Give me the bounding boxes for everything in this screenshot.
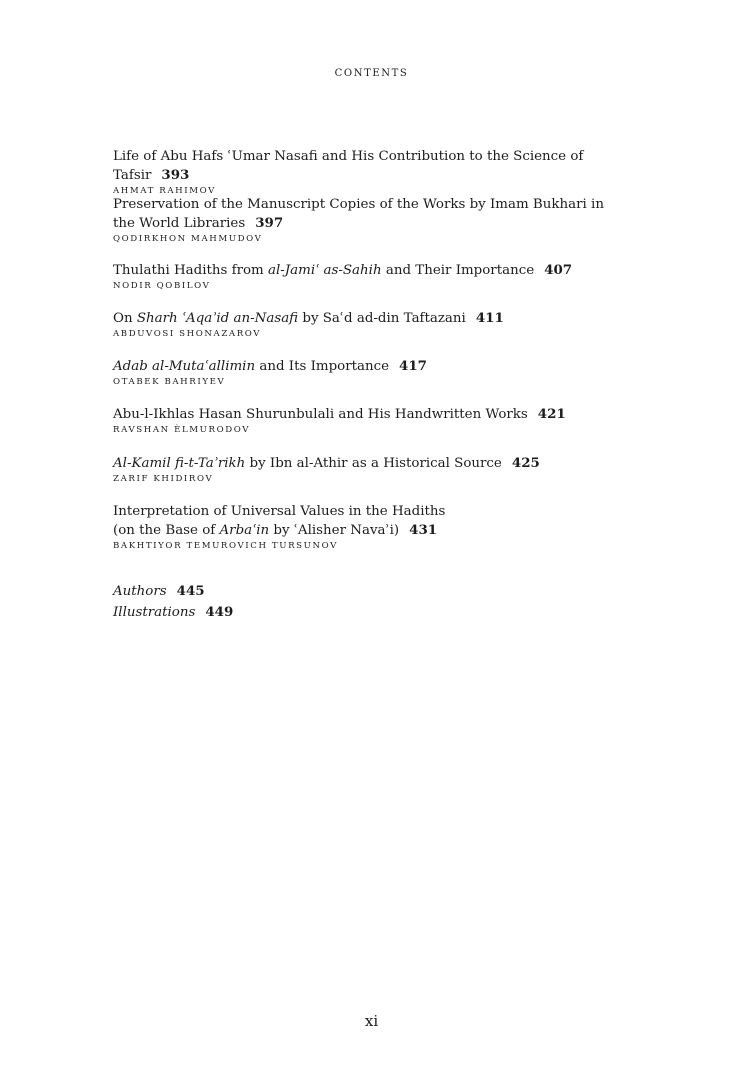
entry-page-number: 431 xyxy=(409,522,438,538)
entry-title-italic: Arbaʿin xyxy=(219,523,270,538)
entry-title-text: On xyxy=(113,311,137,326)
entry-author: OTABEK BAHRIYEV xyxy=(113,377,226,387)
entry-title xyxy=(113,147,633,185)
entry-author: RAVSHAN ÈLMURODOV xyxy=(113,425,251,435)
toc-entry xyxy=(113,454,633,486)
toc-entry xyxy=(113,502,633,553)
entry-title xyxy=(113,405,633,424)
entry-title xyxy=(113,309,633,328)
page-number: xi xyxy=(364,1012,379,1030)
toc-entry xyxy=(113,357,633,389)
toc-entry xyxy=(113,405,633,437)
entry-title-text: by Saʿd ad-din Taftazani xyxy=(298,311,466,326)
entry-title xyxy=(113,454,633,473)
entry-author: ZARIF KHIDIROV xyxy=(113,474,214,484)
entry-title-italic: Sharh ʿAqaʾid an-Nasafi xyxy=(136,311,299,326)
entry-author: BAKHTIYOR TEMUROVICH TURSUNOV xyxy=(113,541,338,551)
entry-author: QODIRKHON MAHMUDOV xyxy=(113,234,263,244)
toc-entry xyxy=(113,147,633,198)
toc-entry xyxy=(113,195,628,246)
entry-page-number: 393 xyxy=(161,167,190,183)
entry-title-text: Abu-l-Ikhlas Hasan Shurunbulali and His Handwritten Works xyxy=(113,407,528,422)
back-matter-title xyxy=(113,603,633,622)
entry-title-text: Preservation of the Manuscript Copies of the Works by Imam Bukhari in the World Libraries xyxy=(113,197,604,231)
entry-title-italic: al-Jamiʿ as-Sahih xyxy=(268,263,382,278)
back-matter-label: Authors xyxy=(113,584,167,599)
entry-title-text: (on the Base of xyxy=(113,523,220,538)
back-matter-page-number: 445 xyxy=(176,583,205,599)
back-matter-entry xyxy=(113,603,633,622)
back-matter-title xyxy=(113,582,633,601)
entry-title-italic: Al-Kamil fi-t-Taʾrikh xyxy=(113,456,246,471)
entry-title-italic: Adab al-Mutaʿallimin xyxy=(113,359,256,374)
toc-entry xyxy=(113,261,633,293)
entry-title-text: Interpretation of Universal Values in the Hadiths xyxy=(113,504,446,519)
entry-author: NODIR QOBILOV xyxy=(113,281,211,291)
entry-title-text: and Their Importance xyxy=(381,263,535,278)
entry-page-number: 407 xyxy=(544,262,573,278)
entry-page-number: 411 xyxy=(475,310,504,326)
entry-page-number: 421 xyxy=(537,406,566,422)
entry-title xyxy=(113,195,628,233)
entry-title xyxy=(113,357,633,376)
entry-page-number: 417 xyxy=(399,358,427,374)
entry-author: AHMAT RAHIMOV xyxy=(113,186,216,196)
entry-title-text: by Ibn al-Athir as a Historical Source xyxy=(245,456,502,471)
running-head: CONTENTS xyxy=(334,68,409,79)
entry-page-number: 425 xyxy=(511,455,540,471)
toc-entry xyxy=(113,309,633,341)
back-matter-page-number: 449 xyxy=(205,604,234,620)
entry-title-text: and Its Importance xyxy=(255,359,390,374)
entry-page-number: 397 xyxy=(255,215,284,231)
entry-title xyxy=(113,261,633,280)
entry-title-text: Thulathi Hadiths from xyxy=(113,263,269,278)
entry-title-text: by ʿAlisher Navaʾi) xyxy=(269,523,400,538)
back-matter-label: Illustrations xyxy=(113,605,196,620)
entry-title xyxy=(113,502,633,540)
entry-author: ABDUVOSI SHONAZAROV xyxy=(113,329,262,339)
back-matter-entry xyxy=(113,582,633,601)
entry-title-text: Life of Abu Hafs ʿUmar Nasafi and His Contribution to the Science of Tafsir xyxy=(113,149,584,183)
